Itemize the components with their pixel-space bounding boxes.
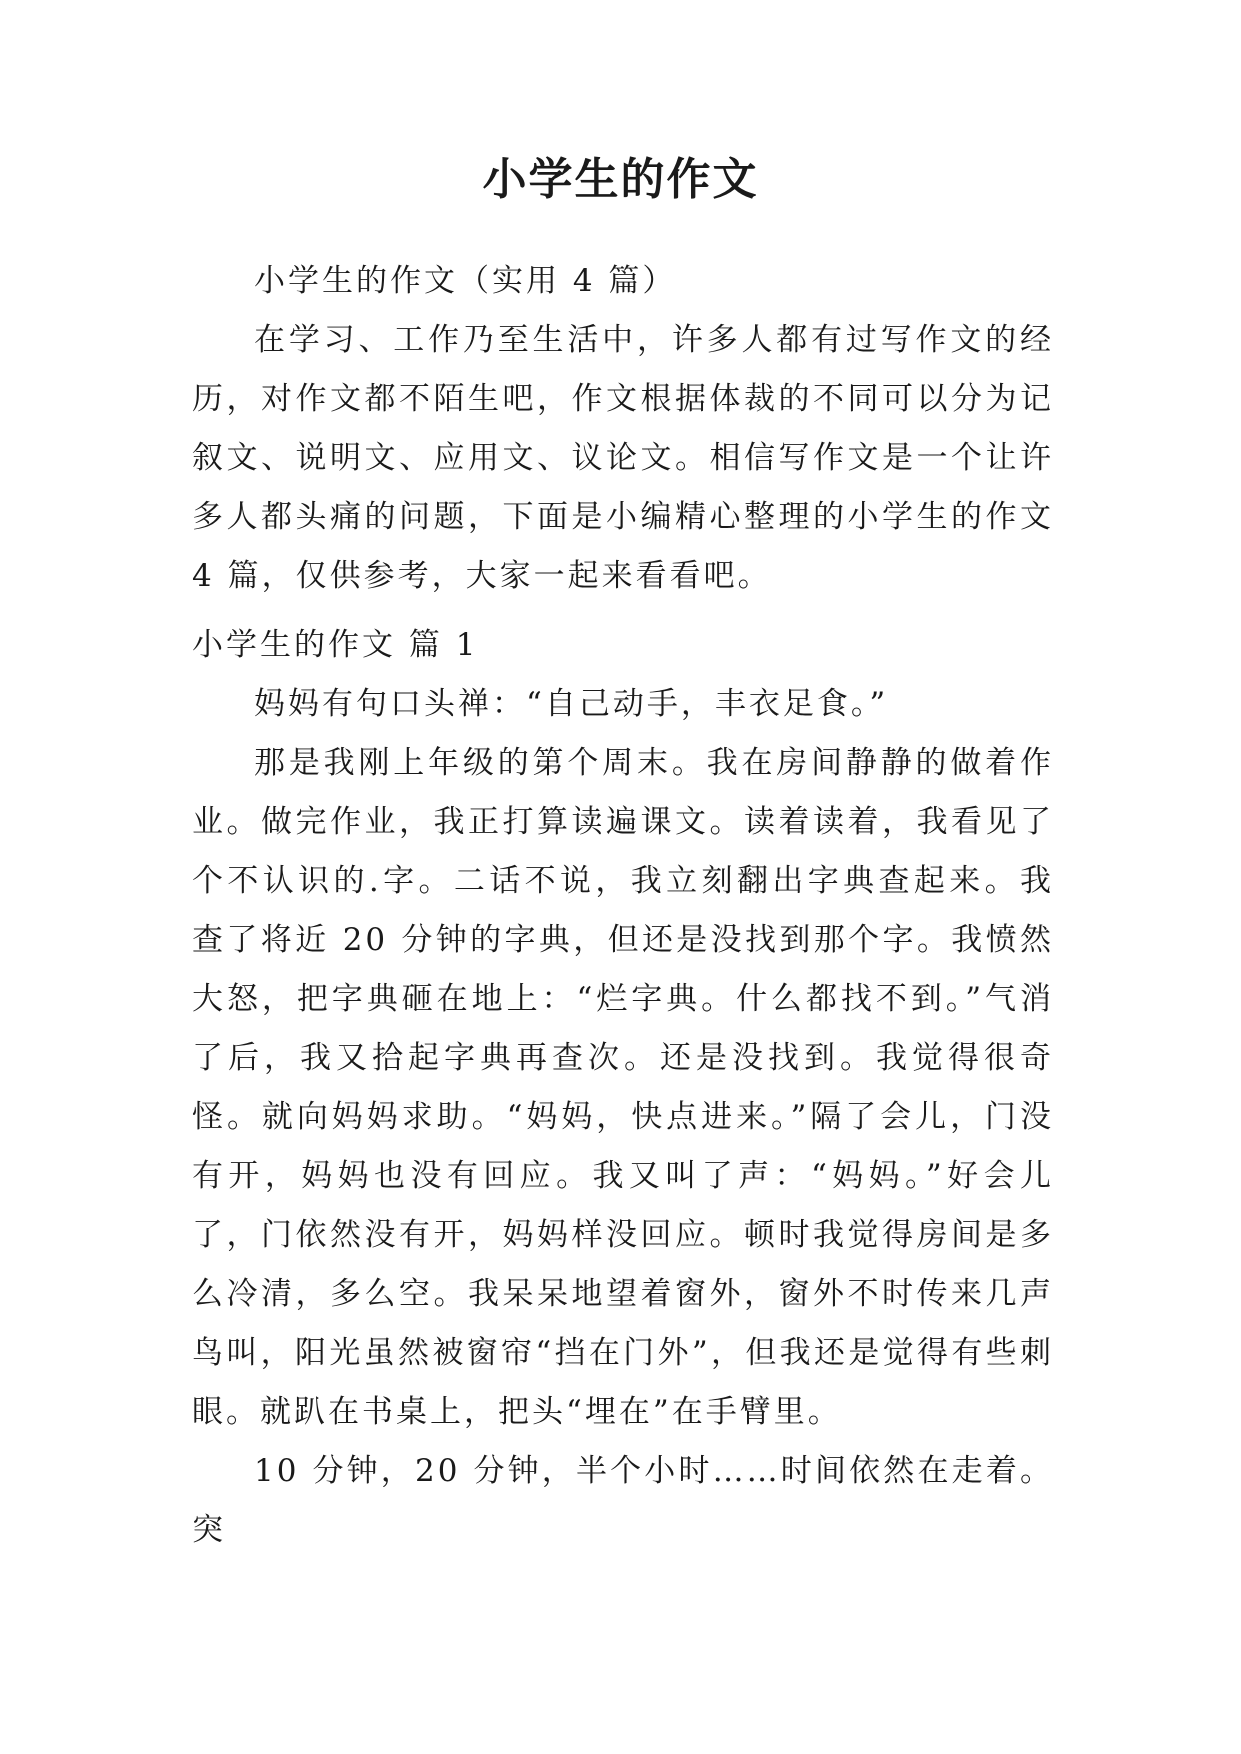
intro-title: 小学生的作文（实用 4 篇） xyxy=(254,263,677,299)
intro-block xyxy=(192,252,1054,606)
intro-paragraph: 在学习、工作乃至生活中，许多人都有过写作文的经历，对作文都不陌生吧，作文根据体裁的不同可以分为记叙文、说明文、应用文、议论文。相信写作文是一个让许多人都头痛的问题，下面是小编精心整理的小学生的作文 4 篇，仅供参考，大家一起来看看吧。 xyxy=(192,322,1054,594)
section-1 xyxy=(192,616,1054,1560)
paragraph: 10 分钟，20 分钟，半个小时……时间依然在走着。突 xyxy=(192,1453,1054,1548)
paragraph: 妈妈有句口头禅：“自己动手，丰衣足食。” xyxy=(254,686,889,722)
section-heading: 小学生的作文 篇 1 xyxy=(192,627,479,663)
document-title: 小学生的作文 xyxy=(482,154,759,205)
paragraph: 那是我刚上年级的第个周末。我在房间静静的做着作业。做完作业，我正打算读遍课文。读着读着，我看见了个不认识的.字。二话不说，我立刻翻出字典查起来。我查了将近 20 分钟的字典，但还是没找到那个字。我愤然大怒，把字典砸在地上：“烂字典。什么都找不到。”气消了后，我又拾起字典再查次。还是没找到。我觉得很奇怪。就向妈妈求助。“妈妈，快点进来。”隔了会儿，门没有开，妈妈也没有回应。我又叫了声：“妈妈。”好会儿了，门依然没有开，妈妈样没回应。顿时我觉得房间是多么冷清，多么空。我呆呆地望着窗外，窗外不时传来几声鸟叫，阳光虽然被窗帘“挡在门外”，但我还是觉得有些刺眼。就趴在书桌上，把头“埋在”在手臂里。 xyxy=(192,745,1054,1430)
